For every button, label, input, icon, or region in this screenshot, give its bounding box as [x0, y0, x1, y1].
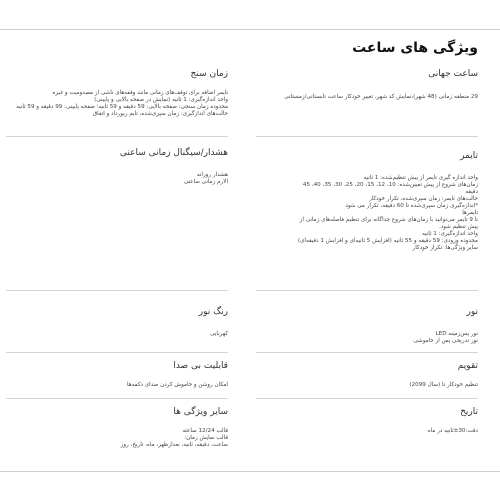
- spec-line: الارم زمانی ساعتی: [183, 179, 228, 185]
- top-divider: [0, 29, 500, 30]
- spec-line: تا 9 تایمر می‌توانید با زمان‌های شروع جداگانه برای تنظیم فاصله‌های زمانی از: [299, 217, 478, 223]
- section-title: تقویم: [457, 361, 478, 371]
- spec-line: تنظیم خودکار تا (سال 2099): [409, 382, 478, 388]
- spec-line: نور تدریجی پس از خاموشی: [413, 338, 478, 344]
- section-light: [256, 306, 478, 345]
- spec-line: دقیقه: [465, 189, 478, 195]
- section-title: ساعت جهانی: [428, 69, 478, 79]
- bottom-divider: [0, 471, 500, 472]
- section-other-features: [6, 406, 228, 449]
- section-stopwatch: [6, 68, 228, 118]
- spec-line: 29 منطقه زمانی (48 شهر)،نمایش کد شهر، تغییر خودکار ساعت تابستانی/زمستانی: [284, 94, 478, 100]
- section-title: زمان سنج: [190, 69, 228, 79]
- spec-line: دقت:30±ثانیه در ماه: [427, 428, 478, 434]
- section-divider: [6, 352, 228, 353]
- spec-line: محدوده زمان سنجی: صفحه بالایی: 59 دقیقه و 59 ثانیه؛ صفحه پایینی: 99 دقیقه و 59 ثانیه: [16, 104, 228, 110]
- section-divider: [256, 290, 478, 291]
- spec-line: تایمر اضافه برای توقف‌های زمانی مانند وقفه‌های ناشی از مصدومیت و غیره: [52, 90, 228, 96]
- spec-line: زمان‌های شروع از پیش تعیین‌شده: 10، 12، 15، 20، 25، 30، 35، 40، 45: [302, 182, 478, 188]
- section-title: نور: [466, 307, 478, 317]
- section-divider: [6, 136, 228, 137]
- section-title: سایر ویژگی ها: [173, 407, 228, 417]
- section-timer: [256, 150, 478, 252]
- spec-line: قالب 12/24 ساعته: [182, 428, 228, 434]
- page-title: ویژگی های ساعت: [352, 40, 478, 56]
- section-title: رنگ نور: [198, 307, 228, 317]
- spec-line: حالت‌های تایمر: زمان سپری‌شده، تکرار خودکار: [369, 196, 478, 202]
- spec-line: واحد اندازه‌گیری: 1 ثانیه: [422, 231, 478, 237]
- section-alarm: [6, 147, 228, 186]
- section-title: تایمر: [460, 151, 478, 161]
- section-divider: [256, 352, 478, 353]
- spec-line: سایر ویژگی‌ها: تکرار خودکار: [412, 245, 478, 251]
- spec-line: هشدار روزانه: [196, 172, 228, 178]
- spec-line: ساعت، دقیقه، ثانیه، بعدازظهر، ماه، تاریخ، روز: [120, 442, 228, 448]
- section-title: هشدار/سیگنال زمانی ساعتی: [119, 148, 228, 158]
- section-calendar: [256, 360, 478, 389]
- section-title: تاریخ: [460, 407, 478, 417]
- section-title: قابلیت بی صدا: [173, 361, 228, 371]
- section-divider: [256, 136, 478, 137]
- spec-line: تایمرها: [462, 210, 478, 216]
- section-divider: [6, 398, 228, 399]
- section-date-accuracy: [256, 406, 478, 435]
- spec-line: واحد اندازه گیری تایمر از پیش تنظیم‌شده: 1 ثانیه: [363, 175, 478, 181]
- spec-line: حالت‌های اندازگیری: زمان سپری‌شده، تایم ریورداد و اتفاق: [92, 111, 228, 117]
- section-divider: [6, 290, 228, 291]
- spec-line: پیش تنظیم شود.: [438, 224, 478, 230]
- section-light-color: [6, 306, 228, 338]
- spec-line: نور پس‌زمینه LED: [435, 331, 478, 337]
- spec-line: کهربایی: [210, 331, 228, 337]
- section-world-time: [256, 68, 478, 101]
- section-divider: [256, 398, 478, 399]
- spec-line: محدوده ورودی: 59 دقیقه و 55 ثانیه (افزایش 5 ثانیه‌ای و افزایش 1 دقیقه‌ای): [297, 238, 478, 244]
- spec-line: امکان روشن و خاموش کردن صدای دکمه‌ها: [126, 382, 228, 388]
- section-mute: [6, 360, 228, 389]
- spec-line: *اندازه‌گیری زمان سپری‌شده تا 60 دقیقه، تکرار می شود: [345, 203, 478, 209]
- spec-line: قالب نمایش زمان:: [184, 435, 228, 441]
- spec-line: واحد اندازه‌گیری: 1 ثانیه (نمایش در صفحه بالایی و پایینی): [94, 97, 228, 103]
